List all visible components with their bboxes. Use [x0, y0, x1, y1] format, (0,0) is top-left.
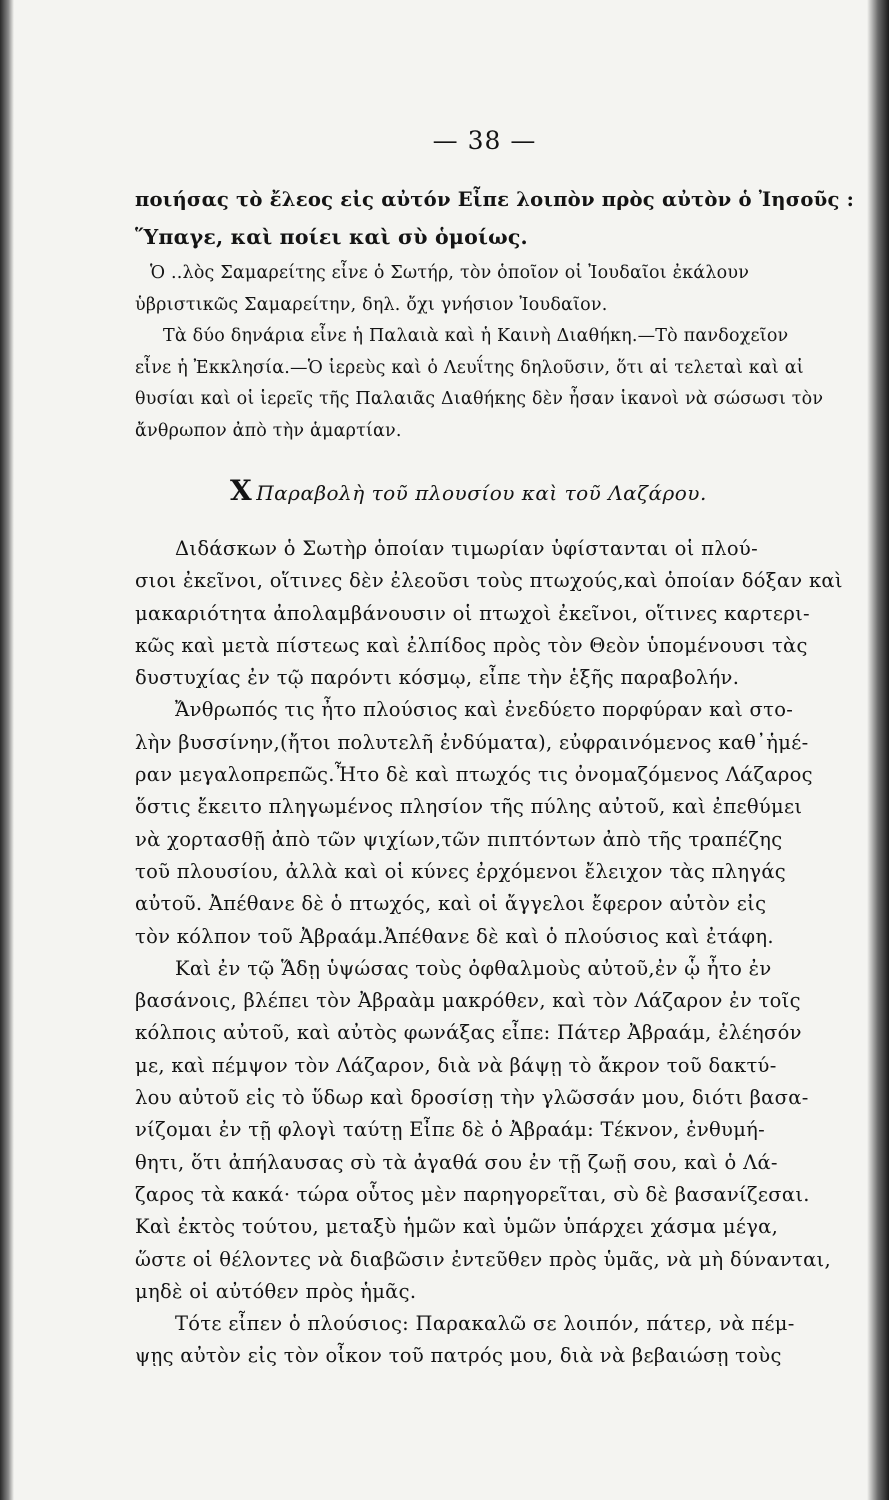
text-line: βασάνοις, βλέπει τὸν Ἀβραὰμ μακρόθεν, καὶ τὸν Λάζαρον ἐν τοῖς [135, 989, 801, 1013]
text-line: αὐτοῦ. Ἀπέθανε δὲ ὁ πτωχός, καὶ οἱ ἄγγελοι ἔφερον αὐτὸν εἰς [135, 892, 767, 916]
text-line: μηδὲ οἱ αὐτόθεν πρὸς ἡμᾶς. [135, 1279, 417, 1303]
note-line: εἶνε ἡ Ἐκκλησία.—Ὁ ἱερεὺς καὶ ὁ Λευΐτης δηλοῦσιν, ὅτι αἱ τελεταὶ καὶ αἱ [135, 357, 804, 378]
text-line: ὥστε οἱ θέλοντες νὰ διαβῶσιν ἐντεῦθεν πρὸς ὑμᾶς, νὰ μὴ δύνανται, [135, 1247, 832, 1271]
text-line: ποιήσας τὸ ἔλεος εἰς αὐτόν Εἶπε λοιπὸν πρὸς αὐτὸν ὁ Ἰησοῦς : [135, 188, 855, 211]
opening-text [135, 182, 865, 255]
text-line: Καὶ ἐν τῷ Ἅδῃ ὑψώσας τοὺς ὀφθαλμοὺς αὐτοῦ,ἐν ᾧ ἦτο ἐν [175, 956, 772, 980]
note-line: Ὁ ..λὸς Σαμαρείτης εἶνε ὁ Σωτήρ, τὸν ὁποῖον οἱ Ἰουδαῖοι ἐκάλουν [150, 263, 750, 283]
text-line: νίζομαι ἐν τῇ φλογὶ ταύτῃ Εἶπε δὲ ὁ Ἀβραάμ: Τέκνον, ἐνθυμή- [135, 1118, 766, 1142]
note-line: Τὰ δύο δηνάρια εἶνε ἡ Παλαιὰ καὶ ἡ Καινὴ Διαθήκη.—Τὸ πανδοχεῖον [163, 326, 789, 346]
text-line: κόλποις αὐτοῦ, καὶ αὐτὸς φωνάξας εἶπε: Πάτερ Ἀβραάμ, ἐλέησόν [135, 1021, 802, 1045]
text-line: ραν μεγαλοπρεπῶς.Ἦτο δὲ καὶ πτωχός τις ὀνομαζόμενος Λάζαρος [135, 763, 813, 787]
text-line: ψῃς αὐτὸν εἰς τὸν οἶκον τοῦ πατρός μου, διὰ νὰ βεβαιώσῃ τοὺς [135, 1344, 782, 1368]
note-line: θυσίαι καὶ οἱ ἱερεῖς τῆς Παλαιᾶς Διαθήκης δὲν ἦσαν ἱκανοὶ νὰ σώσωσι τὸν [135, 389, 824, 409]
text-line: Ἄνθρωπός τις ἦτο πλούσιος καὶ ἐνεδύετο πορφύραν καὶ στο- [175, 698, 794, 722]
text-line: με, καὶ πέμψον τὸν Λάζαρον, διὰ νὰ βάψῃ τὸ ἄκρον τοῦ δακτύ- [135, 1053, 777, 1077]
scan-shadow-right [867, 0, 889, 1500]
section-title: Παραβολὴ τοῦ πλουσίου καὶ τοῦ Λαζάρου. [256, 481, 707, 505]
text-line: λου αὐτοῦ εἰς τὸ ὕδωρ καὶ δροσίσῃ τὴν γλῶσσάν μου, διότι βασα- [135, 1086, 809, 1110]
text-line: σιοι ἐκεῖνοι, οἵτινες δὲν ἐλεοῦσι τοὺς πτωχούς,καὶ ὁποίαν δόξαν καὶ [135, 569, 843, 593]
text-line: δυστυχίας ἐν τῷ παρόντι κόσμῳ, εἶπε τὴν ἑξῆς παραβολήν. [135, 666, 740, 690]
note-line: ἄνθρωπον ἀπὸ τὴν ἁμαρτίαν. [135, 420, 402, 441]
section-heading [230, 474, 707, 507]
text-line: Τότε εἶπεν ὁ πλούσιος: Παρακαλῶ σε λοιπόν, πάτερ, νὰ πέμ- [175, 1312, 795, 1336]
text-line: Καὶ ἐκτὸς τούτου, μεταξὺ ἡμῶν καὶ ὑμῶν ὑπάρχει χάσμα μέγα, [135, 1215, 779, 1239]
handwritten-x-mark: X [230, 474, 253, 507]
parable-text [135, 533, 865, 1373]
text-line: ζαρος τὰ κακά· τώρα οὗτος μὲν παρηγορεῖται, σὺ δὲ βασανίζεσαι. [135, 1182, 810, 1206]
text-line: λὴν βυσσίνην,(ἤτοι πολυτελῆ ἐνδύματα), εὐφραινόμενος καθ᾽ἡμέ- [135, 730, 809, 754]
text-line: Διδάσκων ὁ Σωτὴρ ὁποίαν τιμωρίαν ὑφίστανται οἱ πλού- [175, 537, 758, 560]
text-line: μακαριότητα ἀπολαμβάνουσιν οἱ πτωχοὶ ἐκεῖνοι, οἵτινες καρτερι- [135, 601, 810, 625]
text-line: Ὕπαγε, καὶ ποίει καὶ σὺ ὁμοίως. [135, 224, 528, 249]
scan-shadow-left [0, 0, 14, 1500]
text-line: ὅστις ἔκειτο πληγωμένος πλησίον τῆς πύλης αὐτοῦ, καὶ ἐπεθύμει [135, 795, 803, 819]
text-line: τοῦ πλουσίου, ἀλλὰ καὶ οἱ κύνες ἐρχόμενοι ἔλειχον τὰς πληγάς [135, 859, 787, 883]
page-number: — 38 — [432, 126, 537, 155]
text-line: νὰ χορτασθῇ ἀπὸ τῶν ψιχίων,τῶν πιπτόντων ἀπὸ τῆς τραπέζης [135, 827, 783, 851]
text-line: τὸν κόλπον τοῦ Ἀβραάμ.Ἀπέθανε δὲ καὶ ὁ πλούσιος καὶ ἐτάφη. [135, 924, 774, 948]
explanatory-note [135, 258, 865, 447]
text-line: κῶς καὶ μετὰ πίστεως καὶ ἐλπίδος πρὸς τὸν Θεὸν ὑπομένουσι τὰς [135, 633, 808, 657]
text-line: θητι, ὅτι ἀπήλαυσας σὺ τὰ ἀγαθά σου ἐν τῇ ζωῇ σου, καὶ ὁ Λά- [135, 1150, 778, 1174]
note-line: ὑβριστικῶς Σαμαρείτην, δηλ. ὄχι γνήσιον Ἰουδαῖον. [135, 294, 608, 315]
